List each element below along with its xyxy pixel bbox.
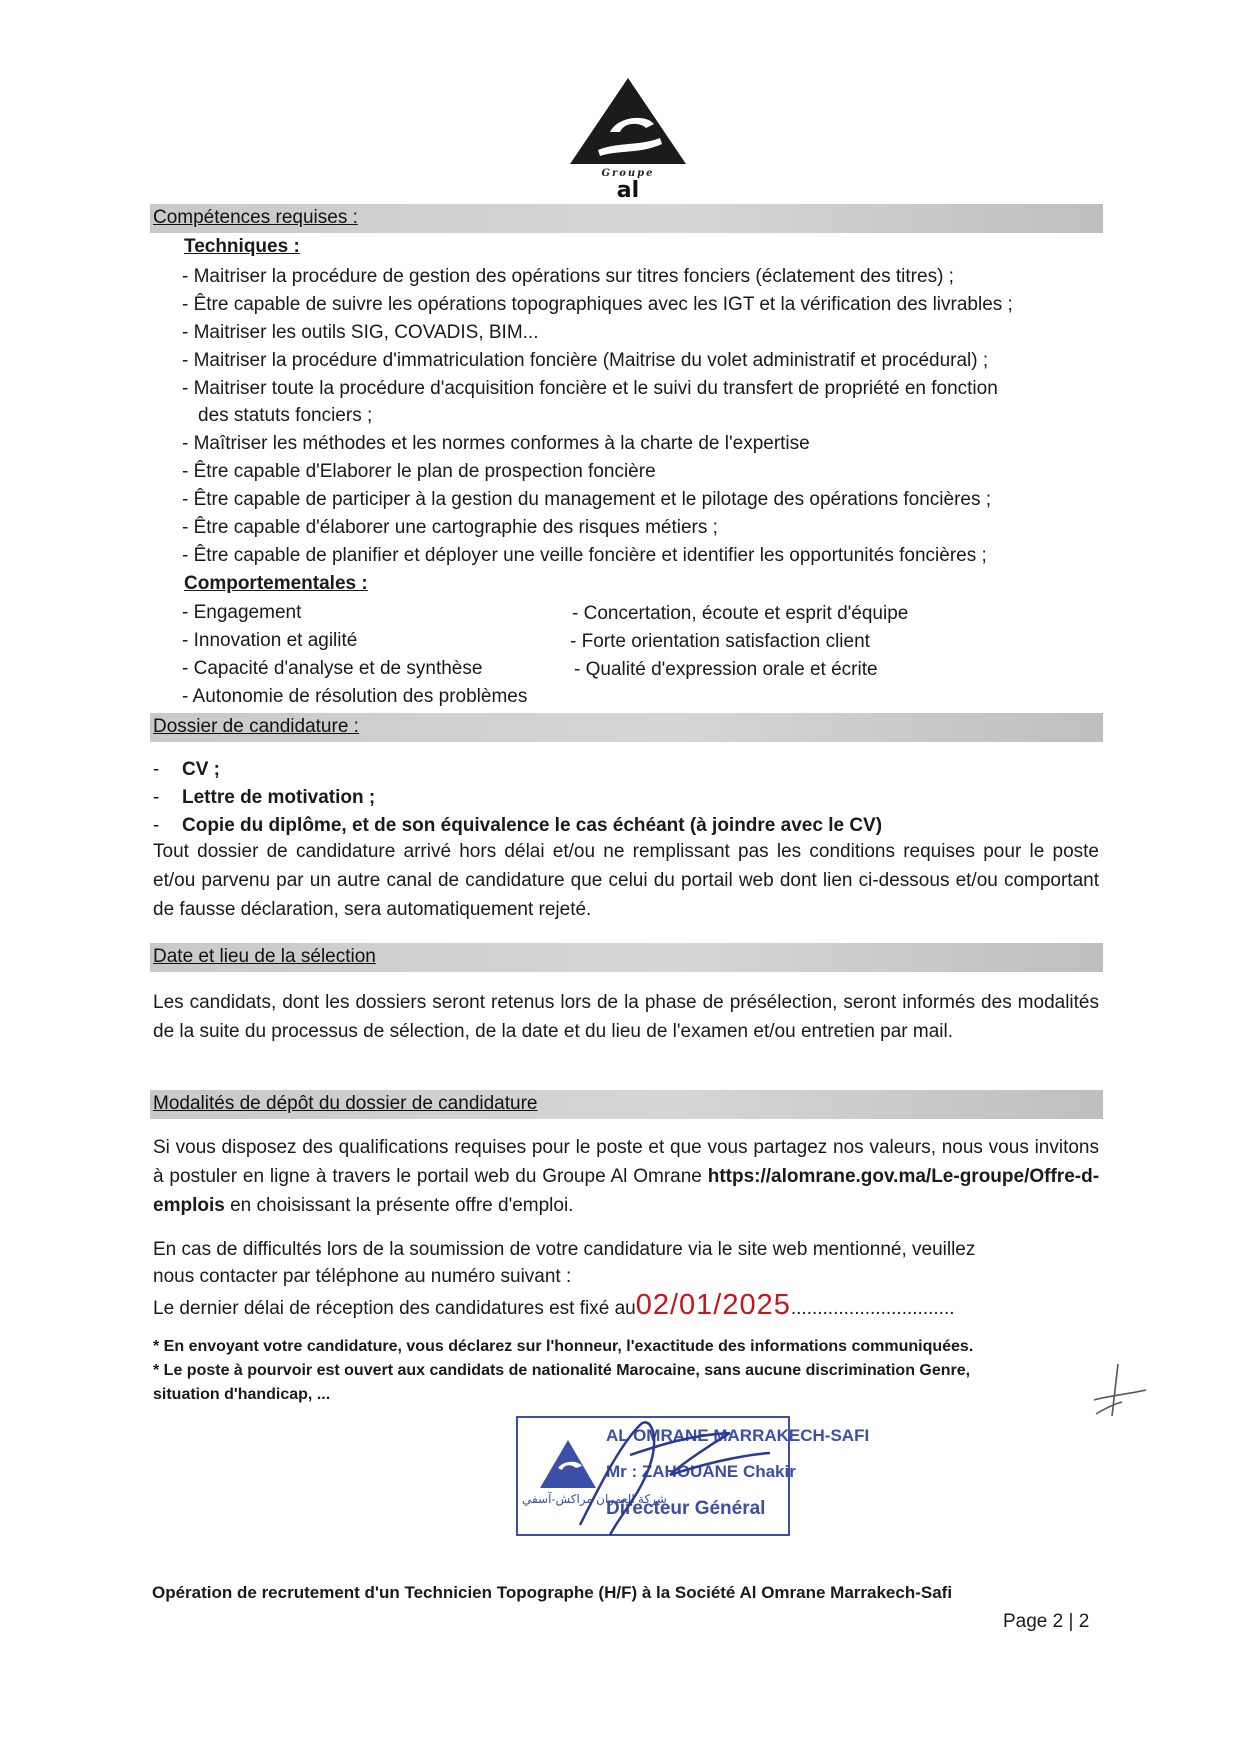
section-title-modalites: Modalités de dépôt du dossier de candidature <box>153 1093 538 1114</box>
contact-line: En cas de difficultés lors de la soumission de votre candidature via le site web mentionné, veuillez <box>153 1239 976 1260</box>
page-number: Page 2 | 2 <box>1003 1611 1090 1632</box>
list-item: - Être capable de participer à la gestion du management et le pilotage des opérations foncières ; <box>182 489 992 510</box>
selection-paragraph: Les candidats, dont les dossiers seront retenus lors de la phase de présélection, seront informés des modalités de la suite du processus de sélection, de la date et du lieu de l'examen et/ou entretien par mail. <box>153 992 1099 1042</box>
list-item: - Autonomie de résolution des problèmes <box>182 686 528 707</box>
list-item: - Maitriser la procédure de gestion des opérations sur titres fonciers (éclatement des titres) ; <box>182 266 954 287</box>
stamp-name: Mr : ZAHOUANE Chakir <box>606 1462 796 1481</box>
list-item: - Maitriser toute la procédure d'acquisition foncière et le suivi du transfert de propriété en fonction <box>182 378 998 399</box>
deadline-line <box>153 1288 955 1326</box>
list-item: - Forte orientation satisfaction client <box>570 631 870 652</box>
section-bar-dossier <box>150 713 1103 742</box>
logo-brand-text: al <box>616 178 640 203</box>
handwritten-initial-mark <box>1088 1360 1150 1420</box>
signature <box>540 1405 790 1545</box>
stamp-arabic-text: شركة العمران مراكش-آسفي <box>522 1492 667 1506</box>
modalites-text: Si vous disposez des qualifications requises pour le poste et que vous partagez nos valeurs, nous vous invitons à postuler en ligne à travers le portail web du Groupe Al Omrane <box>153 1137 1099 1187</box>
list-item: - Maitriser les outils SIG, COVADIS, BIM... <box>182 322 539 343</box>
application-url-link[interactable]: https://alomrane.gov.ma/Le-groupe/Offre-d-emplois <box>153 1166 1100 1216</box>
list-item: - Innovation et agilité <box>182 630 358 651</box>
stamp-company: AL OMRANE MARRAKECH-SAFI <box>606 1426 870 1445</box>
section-bar-date-lieu <box>150 943 1103 972</box>
footer-operation-title: Opération de recrutement d'un Technicien Topographe (H/F) à la Société Al Omrane Marrakech-Safi <box>152 1583 953 1602</box>
list-item: - Être capable de planifier et déployer une veille foncière et identifier les opportunités foncières ; <box>182 545 987 566</box>
list-item: - Être capable d'élaborer une cartographie des risques métiers ; <box>182 517 718 538</box>
list-item: - Être capable de suivre les opérations topographiques avec les IGT et la vérification des livrables ; <box>182 294 1013 315</box>
list-item-continuation: des statuts fonciers ; <box>198 405 373 426</box>
note-nationality-cont: situation d'handicap, ... <box>153 1386 331 1403</box>
company-logo <box>568 76 688 206</box>
stamp-title: Directeur Général <box>606 1498 766 1519</box>
modalites-paragraph <box>153 1133 1099 1220</box>
section-bar-competences <box>150 204 1103 233</box>
list-item: - Maitriser la procédure d'immatriculation foncière (Maitrise du volet administratif et procédural) ; <box>182 350 989 371</box>
note-declaration: * En envoyant votre candidature, vous déclarez sur l'honneur, l'exactitude des informations communiquées. <box>153 1338 974 1355</box>
deadline-date: 02/01/2025 <box>635 1289 791 1321</box>
bullet-dash: - <box>153 815 160 836</box>
list-item: - Capacité d'analyse et de synthèse <box>182 658 483 679</box>
dossier-paragraph: Tout dossier de candidature arrivé hors délai et/ou ne remplissant pas les conditions requises pour le poste et/ou parvenu par un autre canal de candidature que celui du portail web dont lien ci-dessous et/ou comportant de fausse déclaration, sera automatiquement rejeté. <box>153 841 1099 920</box>
contact-line: nous contacter par téléphone au numéro suivant : <box>153 1266 572 1287</box>
list-item: - Être capable d'Elaborer le plan de prospection foncière <box>182 461 656 482</box>
al-omrane-triangle-icon <box>568 76 688 168</box>
section-bar-modalites <box>150 1090 1103 1119</box>
list-item: - Concertation, écoute et esprit d'équipe <box>572 603 909 624</box>
logo-groupe-text: Groupe <box>601 168 655 179</box>
section-title-date-lieu: Date et lieu de la sélection <box>153 946 376 967</box>
section-title-dossier: Dossier de candidature : <box>153 716 359 737</box>
list-item: - Maîtriser les méthodes et les normes conformes à la charte de l'expertise <box>182 433 810 454</box>
list-item: - Qualité d'expression orale et écrite <box>574 659 878 680</box>
comportementales-title: Comportementales : <box>184 573 368 594</box>
list-item: - Engagement <box>182 602 302 623</box>
bullet-dash: - <box>153 759 160 780</box>
deadline-dots: ............................... <box>790 1298 955 1319</box>
list-item: Lettre de motivation ; <box>182 787 376 808</box>
list-item: CV ; <box>182 759 220 780</box>
deadline-text: Le dernier délai de réception des candidatures est fixé au <box>153 1298 636 1319</box>
techniques-title: Techniques : <box>184 236 300 257</box>
section-title-competences: Compétences requises : <box>153 207 358 228</box>
list-item: Copie du diplôme, et de son équivalence le cas échéant (à joindre avec le CV) <box>182 815 883 836</box>
bullet-dash: - <box>153 787 160 808</box>
note-nationality: * Le poste à pourvoir est ouvert aux candidats de nationalité Marocaine, sans aucune discrimination Genre, <box>153 1362 971 1379</box>
modalites-text-end: en choisissant la présente offre d'emploi. <box>224 1195 574 1216</box>
